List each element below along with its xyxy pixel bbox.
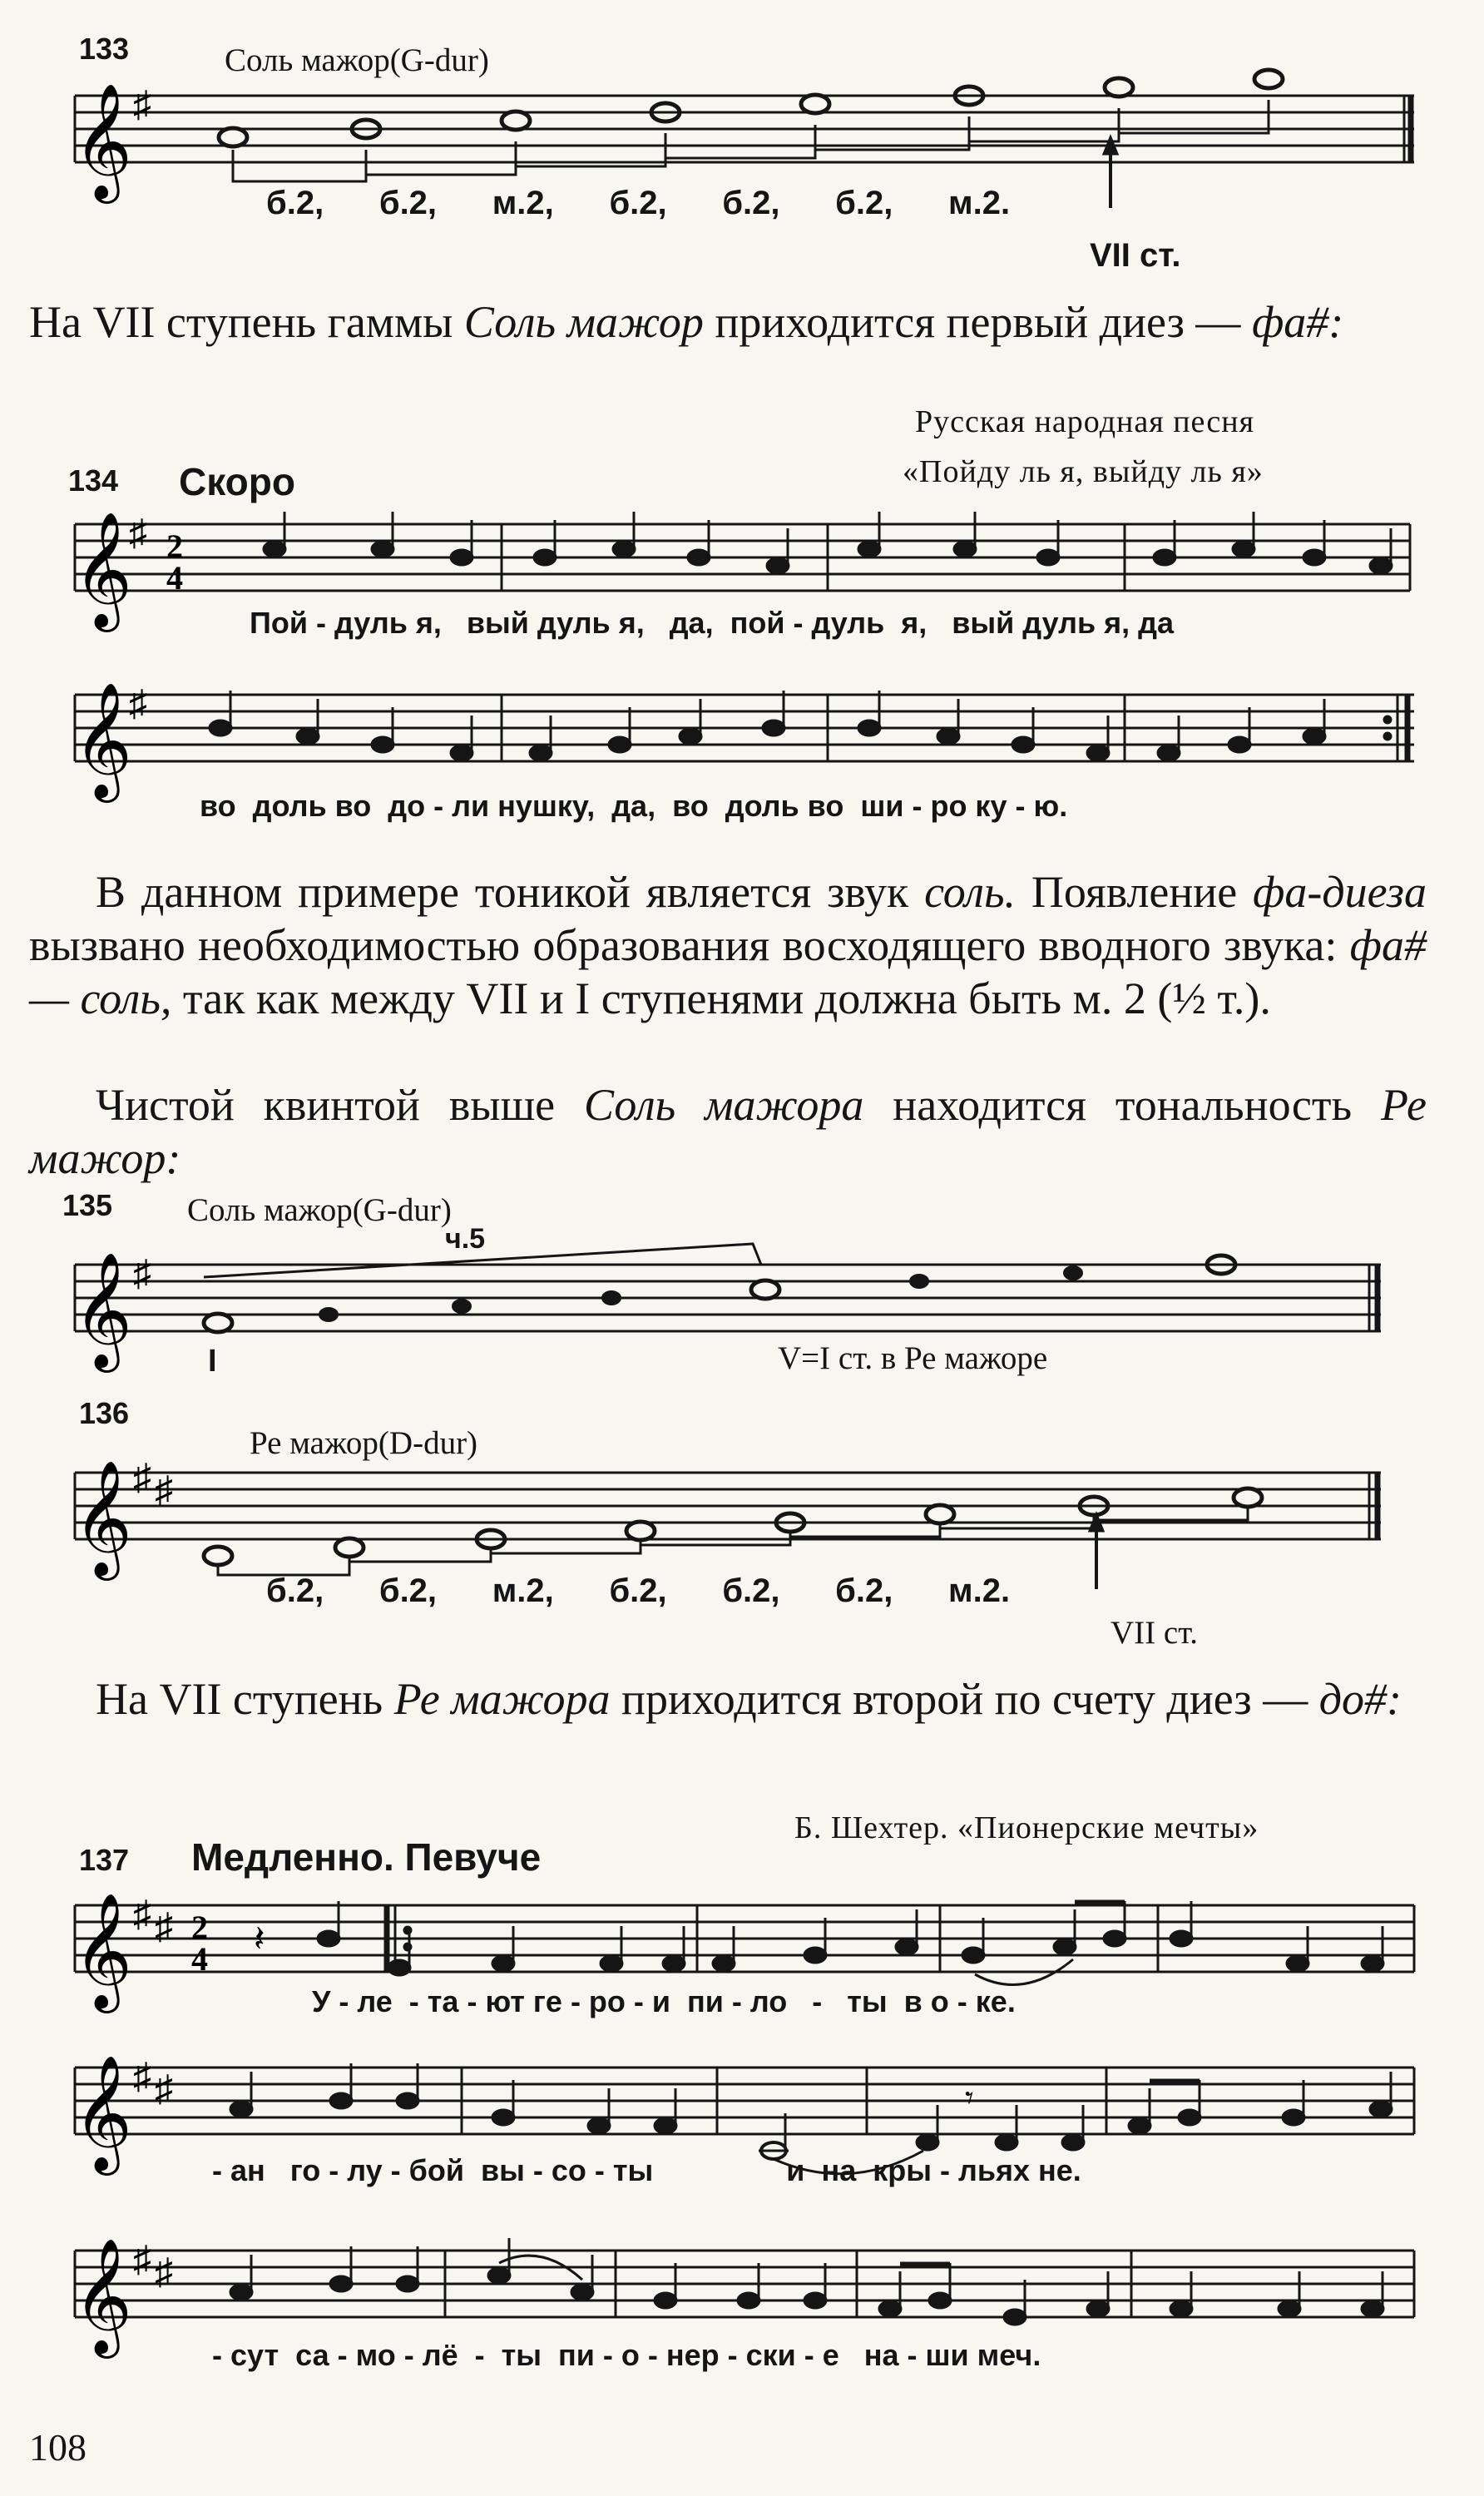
staff-137-line2 — [0, 2047, 1484, 2168]
example-number: 135 — [62, 1188, 113, 1222]
staff-134-line2 — [0, 678, 1484, 795]
svg-text:♯: ♯ — [133, 1253, 151, 1294]
key-label: Ре мажор(D-dur) — [250, 1425, 478, 1461]
svg-text:𝄾: 𝄾 — [965, 2079, 974, 2117]
staff-133 — [0, 83, 1484, 200]
svg-text:♯: ♯ — [133, 2239, 151, 2280]
svg-text:♯: ♯ — [129, 683, 147, 724]
degree-label: I — [208, 1344, 217, 1379]
svg-text:2: 2 — [191, 1909, 208, 1946]
paragraph: В данном примере тоникой является звук соль. Появление фа-диеза вызвано необходимостью образования восходящего вводного звука: фа# — соль, так как между VII и I ступенями должна быть м. 2 (½ т.). — [29, 867, 1427, 1023]
svg-text:𝄞: 𝄞 — [73, 1255, 132, 1365]
lyrics: У - ле - та - ют ге - ро - и пи - ло - ты в о - ке. — [312, 1984, 1016, 2018]
degree-label: V=I ст. в Ре мажоре — [778, 1340, 1048, 1376]
svg-text:♯: ♯ — [133, 84, 151, 125]
lyrics: Пой - дуль я, вый дуль я, да, пой - дуль я, вый дуль я, да — [250, 606, 1175, 640]
svg-text:𝄞: 𝄞 — [73, 2058, 132, 2168]
svg-text:♯: ♯ — [133, 1457, 151, 1498]
degree-label: VII ст. — [1111, 1615, 1199, 1651]
svg-text:4: 4 — [166, 559, 183, 597]
lyrics: - сут са - мо - лё - ты пи - о - нер - ски - е на - ши меч. — [212, 2338, 1041, 2372]
page-number: 108 — [29, 2426, 87, 2469]
svg-text:4: 4 — [191, 1940, 208, 1978]
source-credit: «Пойду ль я, выйду ль я» — [903, 454, 1264, 489]
svg-text:𝄞: 𝄞 — [73, 685, 132, 795]
svg-text:2: 2 — [166, 527, 183, 565]
example-number: 134 — [68, 463, 119, 498]
paragraph: На VII ступень Ре мажора приходится второй по счету диез — до#: — [96, 1674, 1402, 1724]
svg-text:♯: ♯ — [155, 1469, 173, 1510]
svg-text:♯: ♯ — [155, 2068, 173, 2109]
treble-clef-icon: 𝄞 — [73, 86, 132, 196]
svg-text:♯: ♯ — [155, 1906, 173, 1947]
whole-notes — [219, 70, 1283, 146]
interval-labels: б.2, б.2, м.2, б.2, б.2, б.2, м.2. — [266, 1572, 1011, 1609]
lyrics: - ан го - лу - бой вы - со - ты и на кры - льях не. — [212, 2153, 1081, 2187]
tempo-marking: Скоро — [179, 460, 295, 503]
paragraph: На VII ступень гаммы Соль мажор приходится первый диез — фа#: — [29, 297, 1344, 347]
lyrics: во доль во до - ли нушку, да, во доль во ши - ро ку - ю. — [200, 789, 1068, 823]
example-number: 133 — [79, 32, 130, 66]
svg-text:♯: ♯ — [133, 1894, 151, 1934]
staff-136 — [0, 1452, 1484, 1573]
svg-text:𝄞: 𝄞 — [73, 514, 132, 625]
svg-text:♯: ♯ — [155, 2251, 173, 2292]
source-credit: Б. Шехтер. «Пионерские мечты» — [794, 1810, 1259, 1845]
interval-label: ч.5 — [445, 1223, 486, 1255]
example-number: 137 — [79, 1843, 130, 1877]
paragraph: Чистой квинтой выше Соль мажора находится тональность Ре мажор: — [29, 1080, 1427, 1183]
key-label: Соль мажор(G-dur) — [225, 42, 489, 78]
svg-text:𝄞: 𝄞 — [73, 1895, 132, 2006]
svg-text:𝄞: 𝄞 — [73, 1463, 132, 1573]
svg-text:♯: ♯ — [129, 513, 147, 553]
tempo-marking: Медленно. Певуче — [191, 1835, 542, 1879]
svg-text:♯: ♯ — [133, 2056, 151, 2097]
key-label: Соль мажор(G-dur) — [187, 1192, 452, 1228]
svg-text:𝄞: 𝄞 — [73, 2241, 132, 2351]
source-credit: Русская народная песня — [915, 404, 1255, 439]
svg-text:𝄽: 𝄽 — [254, 1919, 265, 1959]
degree-label: VII ст. — [1090, 237, 1181, 274]
example-number: 136 — [79, 1396, 130, 1430]
staff-137-line3 — [0, 2230, 1484, 2351]
interval-labels: б.2, б.2, м.2, б.2, б.2, б.2, м.2. — [266, 185, 1011, 221]
